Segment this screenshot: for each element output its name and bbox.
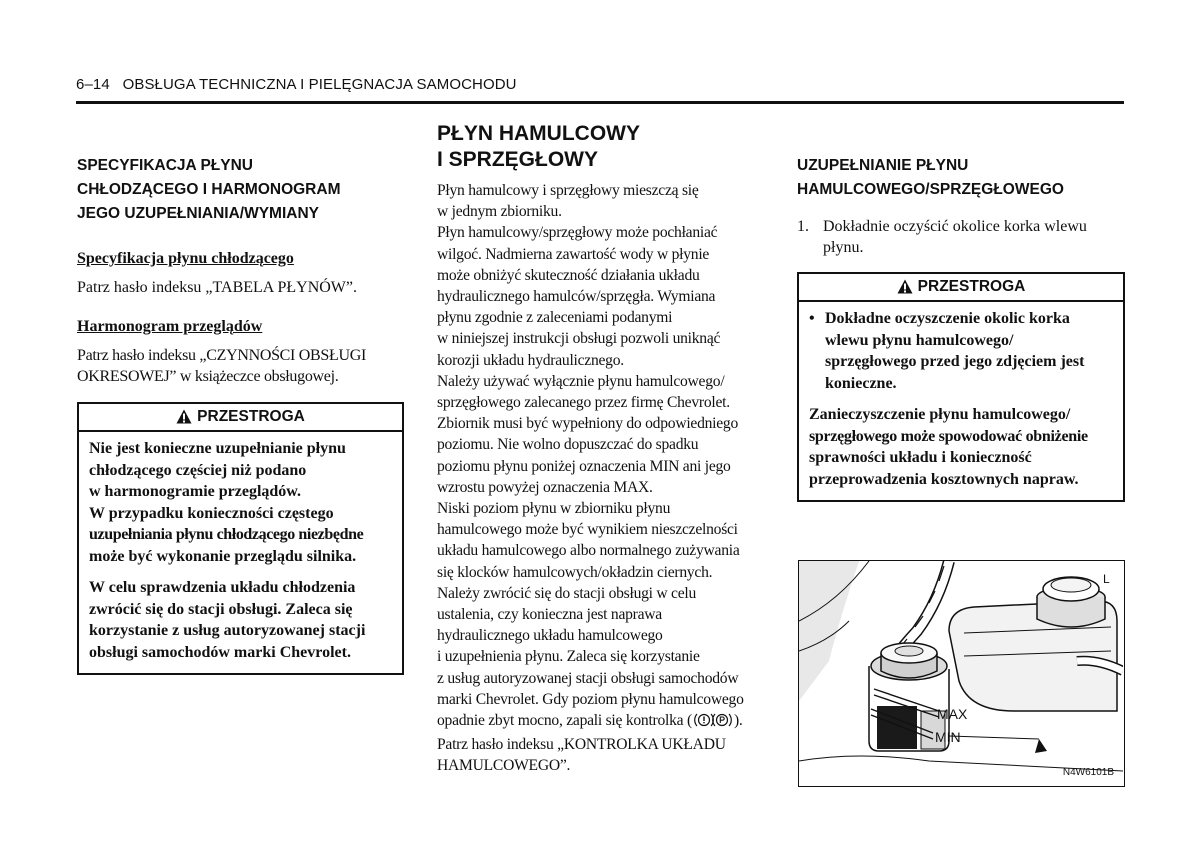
brake-fluid-closing — [437, 734, 767, 776]
page-header — [76, 76, 1123, 93]
warning-paragraph — [809, 404, 1113, 490]
text-line: się klocków hamulcowych/okładzin ciernych. — [437, 563, 713, 581]
text-line: Płyn hamulcowy/sprzęgłowy może pochłaniać — [437, 224, 718, 242]
text-line: hydraulicznego układu hamulcowego — [437, 627, 663, 645]
step-item — [797, 216, 1127, 258]
heading-line: CHŁODZĄCEGO I HARMONOGRAM — [77, 181, 341, 198]
text-line: Należy używać wyłącznie płynu hamulcowego/ — [437, 372, 725, 390]
reservoir-drawing — [799, 561, 1123, 785]
text-line: W przypadku konieczności częstego — [89, 504, 334, 522]
text-line: ). — [733, 712, 743, 730]
warning-triangle-icon — [897, 277, 913, 303]
text-line: sprawności układu i konieczność — [809, 449, 1032, 466]
text-line: wzrostu powyżej oznaczenia MAX. — [437, 478, 653, 496]
coolant-heading — [77, 154, 407, 226]
max-label: MAX — [937, 706, 968, 722]
header-rule — [76, 101, 1124, 104]
text-line: obsługi samochodów marki Chevrolet. — [89, 643, 351, 661]
text-line: korzystanie z usług autoryzowanej stacji — [89, 622, 366, 639]
text-line: hamulcowego może być wynikiem nieszczelności — [437, 521, 738, 539]
schedule-text — [77, 345, 407, 387]
text-line: w jednym zbiorniku. — [437, 203, 562, 221]
text-line: sprzęgłowego przed jego zdjęciem jest — [825, 353, 1085, 370]
text-line: OKRESOWEJ” w książeczce obsługowej. — [77, 368, 339, 385]
text-line: układu hamulcowego albo normalnego zużywania — [437, 542, 740, 560]
warning-triangle-icon — [176, 407, 192, 433]
text-line: sprzęgłowego może spowodować obniżenie — [809, 427, 1088, 445]
brake-indicator-line — [437, 710, 767, 734]
text-line: Zbiornik musi być wypełniony do odpowiedniego — [437, 415, 739, 433]
text-line: z usług autoryzowanej stacji obsługi samochodów — [437, 669, 739, 687]
coolant-spec-text: Patrz hasło indeksu „TABELA PŁYNÓW”. — [77, 279, 357, 296]
column-coolant — [77, 154, 407, 675]
coolant-spec-subheading: Specyfikacja płynu chłodzącego — [77, 250, 294, 267]
heading-line: UZUPEŁNIANIE PŁYNU — [797, 157, 969, 174]
text-line: marki Chevrolet. Gdy poziom płynu hamulcowego — [437, 690, 744, 708]
text-line: HAMULCOWEGO”. — [437, 757, 571, 775]
text-line: chłodzącego częściej niż podano — [89, 461, 307, 479]
text-line: może być wykonanie przeglądu silnika. — [89, 547, 357, 565]
corner-letter: L — [1103, 572, 1110, 586]
warning-header — [79, 404, 402, 432]
column-brake-fluid — [437, 121, 767, 777]
text-line: wilgoć. Nadmierna zawartość wody w płynie — [437, 245, 710, 263]
text-line: Patrz hasło indeksu „CZYNNOŚCI OBSŁUGI — [77, 347, 367, 364]
text-line: hydraulicznego hamulców/sprzęgła. Wymiana — [437, 288, 716, 306]
warning-title: PRZESTROGA — [917, 278, 1026, 295]
text-line: zwrócić się do stacji obsługi. Zaleca się — [89, 600, 353, 618]
brake-fluid-title — [437, 121, 767, 173]
text-line: może obniżyć skuteczność działania układu — [437, 266, 700, 284]
text-line: uzupełniania płynu chłodzącego niezbędne — [89, 526, 364, 543]
text-line: konieczne. — [825, 374, 897, 392]
text-line: Dokładnie oczyścić okolice korka wlewu — [823, 218, 1087, 235]
warning-paragraph — [89, 438, 392, 567]
text-line: płynu zgodnie z zaleceniami podanymi — [437, 309, 673, 327]
schedule-subheading: Harmonogram przeglądów — [77, 318, 263, 335]
text-line: sprzęgłowego zalecanego przez firmę Chevrolet. — [437, 394, 730, 412]
text-line: W celu sprawdzenia układu chłodzenia — [89, 579, 356, 596]
heading-line: SPECYFIKACJA PŁYNU — [77, 157, 253, 174]
text-line: Dokładne oczyszczenie okolic korka — [825, 310, 1070, 327]
text-line: Należy zwrócić się do stacji obsługi w celu — [437, 584, 697, 602]
brake-warning-box — [797, 272, 1125, 502]
text-line: w harmonogramie przeglądów. — [89, 483, 301, 500]
brake-fluid-body — [437, 180, 767, 710]
bullet-dot: • — [809, 310, 815, 327]
text-line: wlewu płynu hamulcowego/ — [825, 331, 1014, 349]
step-number: 1. — [797, 218, 809, 235]
figure-code: N4W6101B — [1062, 767, 1114, 778]
brake-reservoir-illustration — [798, 560, 1125, 787]
brake-warning-light-icon — [693, 712, 733, 734]
text-line: w niniejszej instrukcji obsługi pozwoli uniknąć — [437, 330, 721, 348]
min-label: MIN — [935, 729, 961, 745]
text-line: i uzupełnienia płynu. Zaleca się korzystanie — [437, 648, 700, 666]
text-line: przeprowadzenia kosztownych napraw. — [809, 470, 1079, 488]
warning-title: PRZESTROGA — [197, 408, 305, 425]
coolant-warning-box — [77, 402, 404, 675]
text-line: opadnie zbyt mocno, zapali się kontrolka ( — [437, 712, 692, 730]
text-line: korozji układu hydraulicznego. — [437, 351, 624, 369]
warning-bullet — [809, 308, 1113, 394]
title-line: PŁYN HAMULCOWY — [437, 122, 640, 145]
text-line: Patrz hasło indeksu „KONTROLKA UKŁADU — [437, 736, 726, 754]
heading-line: JEGO UZUPEŁNIANIA/WYMIANY — [77, 205, 319, 222]
text-line: Nie jest konieczne uzupełnianie płynu — [89, 440, 346, 457]
header-text: 6–14 OBSŁUGA TECHNICZNA I PIELĘGNACJA SAMOCHODU — [76, 76, 517, 93]
text-line: poziomu. Nie wolno dopuszczać do spadku — [437, 436, 699, 454]
text-line: Płyn hamulcowy i sprzęgłowy mieszczą się — [437, 182, 699, 199]
warning-header — [799, 274, 1123, 302]
text-line: poziomu płynu poniżej oznaczenia MIN ani jego — [437, 457, 731, 475]
warning-body — [79, 432, 402, 673]
refill-heading — [797, 154, 1127, 202]
column-brake-refill — [797, 154, 1127, 502]
warning-body — [799, 302, 1123, 500]
text-line: ustalenia, czy konieczna jest naprawa — [437, 606, 662, 624]
title-line: I SPRZĘGŁOWY — [437, 148, 599, 171]
text-line: płynu. — [823, 239, 864, 256]
heading-line: HAMULCOWEGO/SPRZĘGŁOWEGO — [797, 181, 1064, 198]
text-line: Zanieczyszczenie płynu hamulcowego/ — [809, 406, 1071, 423]
warning-paragraph — [89, 577, 392, 663]
text-line: Niski poziom płynu w zbiorniku płynu — [437, 500, 671, 518]
